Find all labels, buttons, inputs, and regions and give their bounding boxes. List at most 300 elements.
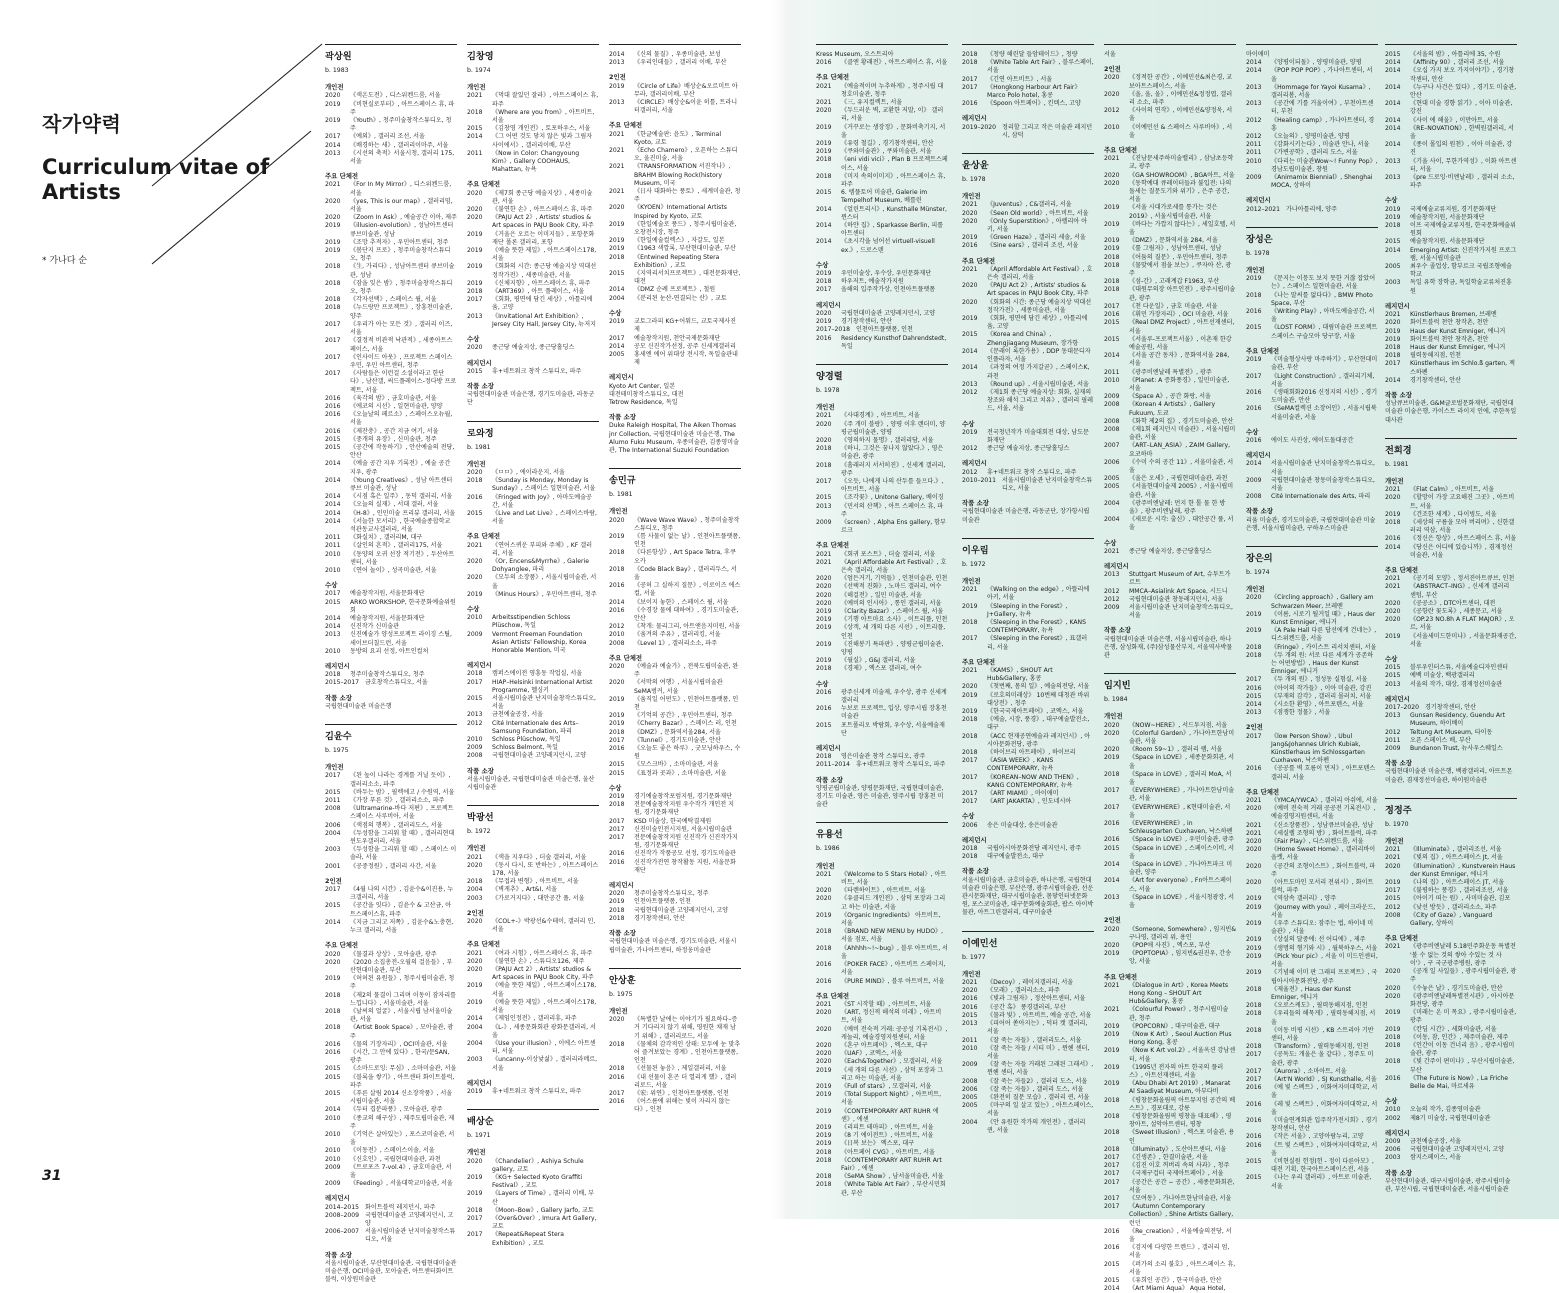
cv-section-title: 작품 소장 xyxy=(325,1250,352,1259)
cv-entry-year: 2014 xyxy=(1246,67,1262,75)
cv-entry-text: 《클엔 황래전》, 아트스페이스 휴, 서울 xyxy=(841,59,948,67)
cv-entry-year: 2004 xyxy=(325,829,341,837)
cv-entry-text: 《세상의 구름을 모아 버리며》, 신한갤러리 역삼, 서울 xyxy=(1410,518,1515,535)
cv-entry-text: 《잠을 잊은 밤》, 청주미술창작스튜디오, 청주 xyxy=(350,279,453,296)
cv-entry-text: 《COL+-》박광선&수테이, 갤러리 인, 서울 xyxy=(492,918,596,934)
cv-section xyxy=(1104,65,1236,140)
cv-entry xyxy=(467,752,599,760)
cv-entry-year: 2021 xyxy=(1385,311,1401,319)
cv-entry-year: 2018 xyxy=(816,928,832,936)
cv-entry-text: 《경제》, 엑스포 갤러리, 여수 xyxy=(841,665,922,673)
cv-entry-year: 2017 xyxy=(609,736,625,744)
cv-entry-text: 《분리된 눈산-연결되는 산》, 교토 xyxy=(634,294,727,302)
cv-entry-text: 《육각의 밤》, 금호미술관, 서울 xyxy=(350,394,437,402)
cv-entry xyxy=(816,895,948,911)
cv-entry-year: 2020 xyxy=(1104,171,1120,179)
cv-entry-year: 2010 xyxy=(609,631,625,639)
artist-name: 장성은 xyxy=(1246,233,1273,245)
cv-section xyxy=(1246,428,1378,445)
cv-entry-year: 2019 xyxy=(962,428,978,436)
cv-entry xyxy=(1246,805,1378,821)
cv-entry-text: 《KYOEN》International Artists Inspired by Kyoto, 교토 xyxy=(634,204,727,220)
cv-entry-text: 《KAMS》, SHOUT Art Hub&Gallery, 홍콩 xyxy=(987,666,1053,683)
cv-entry xyxy=(1104,254,1236,262)
cv-entry-text: 《Zoom In Ask》, 예술공간 이아, 제주 xyxy=(350,214,457,222)
cv-entry-text: 《日사 대화하는 풍토》, 세계미술관, 청주 xyxy=(634,188,741,204)
cv-entry-text: 예술창작지원, 서울문화재단 xyxy=(350,615,425,622)
cv-entry-year: 2017 xyxy=(1104,302,1120,310)
cv-entry-year: 2010 xyxy=(1385,1106,1401,1114)
cv-entry xyxy=(1246,611,1378,627)
cv-entry xyxy=(467,231,599,247)
cv-entry-year: 2020 xyxy=(816,599,832,607)
cv-entry xyxy=(467,695,599,711)
cv-entry-text: 《트 빛 스펙트》, 이화여자미대학교, 서울 xyxy=(1271,1141,1378,1157)
cv-entry-year: 2005 xyxy=(962,1093,978,1101)
cv-entry-year: 2019 xyxy=(1104,950,1120,958)
cv-entry-year: 2020 xyxy=(1385,984,1401,992)
cv-entry-year: 2018 xyxy=(1246,291,1262,299)
cv-entry xyxy=(816,551,948,559)
cv-entry-year: 2016 xyxy=(1104,1227,1120,1235)
cv-entry-year: 2010 xyxy=(325,1114,341,1122)
cv-entry-year: 2018 xyxy=(816,944,832,952)
cv-entry-text: 《Autumn Contemporary Collection》, Shine Artists Gallery, 런던 xyxy=(1129,1203,1234,1227)
cv-entry-year: 2008 xyxy=(325,805,341,813)
cv-entry-text: 경기창작센터, 안산 xyxy=(841,318,892,326)
cv-entry-text: 국립현대미술관 미술은행, 백광갤러리, 아뜨트몬미술관, 겸재정선미술관, 하이원미술관 xyxy=(1385,768,1513,784)
cv-entry xyxy=(325,1164,457,1180)
cv-entry-year: 2021 xyxy=(962,586,978,594)
cv-section xyxy=(609,881,741,923)
cv-section-title: 수상 xyxy=(1246,427,1259,436)
cv-entry xyxy=(1246,1084,1378,1100)
cv-entry xyxy=(962,429,1094,445)
cv-entry-year: 2018 xyxy=(1385,343,1401,351)
cv-entry xyxy=(325,1228,457,1244)
artist-block xyxy=(609,44,741,455)
cv-entry-text: 《울은 오세》, 국립현대미술관, 과천 xyxy=(1129,475,1228,483)
cv-entry-year: 2008 xyxy=(1104,417,1120,425)
cv-entry-year: 2020 xyxy=(816,436,832,444)
cv-entry xyxy=(816,421,948,437)
cv-entry xyxy=(816,189,948,205)
cv-entry-text: 《기념해 이미 판 그래피 프로젝트》, 국립아시아문화전당, 광주 xyxy=(1271,969,1378,985)
cv-entry-text: 《틈 사물이 없는 날》, 인천아트플랫폼, 인천 xyxy=(634,532,741,549)
cv-entry-text: 《NOW~HERE》, 서드투지점, 서울 xyxy=(1129,721,1228,729)
cv-entry-year: 2012 xyxy=(962,468,978,476)
cv-entry-year: 2015–2017 xyxy=(325,679,360,687)
cv-entry xyxy=(1246,356,1378,372)
cv-entry-text: 《서울의 밤》, 아틀리에 35, 수원 xyxy=(1410,51,1501,58)
cv-entry-text: 《生, 가리다》, 성남아트센터 큐브미술관, 성남 xyxy=(350,263,455,279)
cv-entry xyxy=(962,59,1094,75)
cv-entry-text: 《회화의 시간: 종근당 예술지상 역대선정작가전》, 세종미술관, 서울 xyxy=(987,298,1092,314)
cv-entry xyxy=(1385,1075,1517,1091)
cv-section-title: 개인전 xyxy=(467,83,486,92)
cv-entry-text: 《예외》, 갤러리 조선, 서울 xyxy=(350,133,425,141)
cv-entry-text: 《정신은 항상》, 아트스페이스 휴, 서울 xyxy=(1410,535,1517,543)
cv-entry xyxy=(609,1065,741,1073)
cv-entry-year: 2012 xyxy=(1385,728,1401,736)
artist-birth-year: b. 1981 xyxy=(609,491,633,499)
cv-entry-year: 2017 xyxy=(325,320,341,328)
cv-entry xyxy=(1385,672,1517,680)
cv-entry xyxy=(962,877,1094,918)
cv-entry xyxy=(1246,895,1378,903)
cv-entry-text: 《색온도전》, 디스위켄드룸, 서울 xyxy=(350,92,441,100)
cv-entry-text: 《오늘의 실재》, 서대 갤러, 서울 xyxy=(350,501,439,509)
cv-entry-text: 《상객, 세 개의 다른 시선》, 이트리플, 인천 xyxy=(841,624,946,640)
cv-entry-year: 2018 xyxy=(467,108,483,116)
cv-entry xyxy=(325,304,457,320)
cv-entry xyxy=(325,703,457,711)
cv-entry xyxy=(1385,1034,1517,1042)
cv-entry xyxy=(1385,51,1517,59)
cv-entry-text: 《ART, 정신적 해석의 미래》, 아트비트, 서울 xyxy=(841,1009,942,1025)
cv-entry-text: 《우리인데들》, 갤러리 이배, 부산 xyxy=(634,59,727,67)
cv-entry-text: 예술창작지원, 서울문화재단 xyxy=(350,590,425,598)
cv-entry-year: 2019 xyxy=(816,1091,832,1099)
cv-section-title: 주요 단체전 xyxy=(467,940,501,949)
cv-entry-year: 2017 xyxy=(1246,1067,1262,1075)
cv-entry-text: 《예술 뜻한 제일》, 아트스페이스178, 서울 xyxy=(492,998,597,1015)
cv-entry xyxy=(1104,820,1236,836)
cv-entry xyxy=(609,221,741,237)
artist-divider xyxy=(1104,673,1236,674)
artist-name: 양경렬 xyxy=(816,370,843,382)
cv-entry-text: 대전테미창작스튜디오, 대전 xyxy=(609,390,684,398)
cv-section-title: 2인전 xyxy=(1104,916,1121,925)
cv-entry-text: 6. 템플토어 미술관, Galerie im Tempelhof Museum, 베를린 xyxy=(841,189,928,205)
artist-block xyxy=(325,724,457,1284)
cv-entry-text: 《POPTOPIA》, 임지빈&권진우, 간송앙, 서울 xyxy=(1129,950,1232,966)
cv-entry xyxy=(1104,74,1236,90)
page-title-korean: 작가약력 xyxy=(42,112,122,136)
cv-entry-year: 2018 xyxy=(609,801,625,809)
cv-entry xyxy=(1246,676,1378,684)
cv-entry-year: 2017 xyxy=(325,772,341,780)
cv-entry-year: 2021 xyxy=(1246,821,1262,829)
artist-block xyxy=(1104,44,1236,660)
cv-entry-text: 《공허 그 실하지 질문》, 이로이즈 에스컬, 서울 xyxy=(634,582,741,598)
cv-entry xyxy=(1385,912,1517,928)
cv-entry-year: 2017 xyxy=(467,678,483,686)
cv-entry-year: 2008 xyxy=(609,639,625,647)
cv-entry-text: 《아이기 떠는 원》, 사미미술관, 김포 xyxy=(1410,895,1511,903)
cv-entry xyxy=(962,331,1094,347)
cv-entry-text: 국제예술교류지원, 경기문화재단 xyxy=(1410,205,1497,213)
cv-entry-text: 《회화, 평면에 담긴 세상》, 아틀리에움, 고양 xyxy=(492,296,593,312)
cv-entry-text: 예술창작지원, 천안국제문화재단 xyxy=(634,334,721,342)
cv-entry-year: 2016 xyxy=(1104,836,1120,844)
cv-entry-year: 2020 xyxy=(467,189,483,197)
cv-entry xyxy=(1385,141,1517,157)
cv-entry-year: 2011 xyxy=(325,534,341,542)
cv-entry-year: 2018 xyxy=(1246,1010,1262,1018)
cv-entry-year: 2011 xyxy=(1104,368,1120,376)
cv-section-title: 레지던시 xyxy=(1385,694,1410,703)
cv-entry-text: 《우주 스튜디오: 잠주는 법, 하이네 미술관》, 서울 xyxy=(1271,920,1374,936)
cv-entry xyxy=(1246,158,1378,174)
cv-column xyxy=(962,44,1094,1209)
cv-entry-year: 2016 xyxy=(609,582,625,590)
cv-entry-year: 2020 xyxy=(1385,319,1401,327)
cv-entry-text: 《Space in LOVE》, 갤러리 MoA, 서울 xyxy=(1129,770,1232,787)
cv-entry xyxy=(325,902,457,918)
artist-name: 전희경 xyxy=(1385,444,1412,456)
cv-entry xyxy=(1385,263,1517,279)
cv-entry-text: 《미술형상사랑 마주하기》, 부산현대미술관, 부산 xyxy=(1271,356,1378,372)
artist-divider xyxy=(1385,44,1517,45)
cv-entry xyxy=(325,444,457,460)
cv-entry-text: Haus der Kunst Emniger, 에니거 xyxy=(1410,343,1506,351)
cv-entry-text: 《Space in LOVE》, 가나아트파크 미술관, 양주 xyxy=(1129,861,1233,877)
cv-entry-text: 《다리는 미술관Wow~! Funny Pop》, 경남도립미술관, 창원 xyxy=(1271,157,1378,173)
cv-entry-year: 2019 xyxy=(467,998,483,1006)
cv-entry xyxy=(816,140,948,148)
cv-entry-year: 2020 xyxy=(1385,599,1401,607)
cv-entry xyxy=(1385,904,1517,912)
cv-entry-year: 2019 xyxy=(962,691,978,699)
cv-section xyxy=(325,83,457,166)
cv-entry xyxy=(325,789,457,797)
cv-entry-text: 《수미 수의 공간 11》, 서울미술관, 서울 xyxy=(1129,458,1234,474)
cv-entry-text: 《블록을 쌓기》, 아트센터 화이트블럭, 파주 xyxy=(350,1073,455,1089)
cv-entry-year: 2017 xyxy=(1385,360,1401,368)
cv-entry xyxy=(962,1012,1094,1020)
artist-birth-year: b. 1975 xyxy=(325,747,349,755)
cv-entry-year: 2019 xyxy=(1385,213,1401,221)
cv-entry-year: 2014 xyxy=(962,364,978,372)
cv-entry-text: 《평창문화올림픽 아트뮤지엄 공간의 베스트》, 경포대로, 강릉 xyxy=(1129,1096,1236,1112)
cv-entry-text: 신진미술인전시지원, 서울시립미술관 xyxy=(634,825,733,833)
cv-entry-year: 2021 xyxy=(1385,486,1401,494)
cv-entry xyxy=(609,898,741,906)
cv-entry-text: 《미래는 온 미 목요》, 광주시립미술관, 광주 xyxy=(1410,1009,1517,1025)
cv-entry xyxy=(467,679,599,695)
cv-entry xyxy=(609,318,741,334)
cv-entry-year: 2016 xyxy=(1104,1244,1120,1252)
cv-section-title: 주요 단체전 xyxy=(962,657,996,666)
cv-entry-year: 2018 xyxy=(609,1040,625,1048)
cv-entry xyxy=(1104,836,1236,844)
cv-entry-year: 2017 xyxy=(609,817,625,825)
cv-entry-text: 《대원무의장 아트인전》, 광주시립미술관, 광주 xyxy=(1129,286,1236,302)
cv-entry-year: 2015 xyxy=(962,331,978,339)
cv-entry xyxy=(1104,1006,1236,1022)
cv-entry-year: 2021 xyxy=(962,265,978,273)
cv-entry-text: 《1963 색깔록, 부산현대미술관, 부산 xyxy=(634,245,736,253)
cv-entry-year: 2013 xyxy=(609,59,625,67)
cv-entry xyxy=(1385,968,1517,984)
cv-entry-text: 《Colourful Power》, 청주시립미술관, 청주 xyxy=(1129,1006,1229,1022)
sort-order-note: * 가나다 순 xyxy=(42,256,87,266)
cv-section xyxy=(325,662,457,688)
cv-entry xyxy=(609,859,741,875)
cv-entry-text: 《Pick Your pic》, 서울 이 미드인센터, 서울 xyxy=(1271,952,1378,969)
cv-entry-year: 2018 xyxy=(609,1065,625,1073)
cv-section-title: 레지던시 xyxy=(467,1078,492,1087)
cv-entry-text: 《감화시키는다》, 미술관 안나, 서울 xyxy=(1271,141,1370,149)
cv-entry xyxy=(325,460,457,476)
cv-entry xyxy=(1246,1174,1378,1190)
cv-entry-text: 《지금 그리고 저쪽》, 김윤수&노충현, 누크 갤러리, 서울 xyxy=(350,918,454,935)
cv-entry xyxy=(1246,879,1378,895)
cv-entry-text: 《2020 소집총전-오월의 걸음들》, 부산현대미술관, 부산 xyxy=(350,958,453,974)
cv-entry-text: 《나의 집》, 아트스페이스 JT, 서울 xyxy=(1410,879,1505,887)
cv-entry xyxy=(962,1102,1094,1118)
cv-section xyxy=(962,970,1094,1135)
cv-entry-year: 2014 xyxy=(1246,701,1262,708)
cv-entry-year: 2008 xyxy=(1246,493,1262,501)
cv-section-title: 레지던시 xyxy=(1246,196,1271,205)
cv-entry-year: 2018 xyxy=(609,253,625,261)
cv-entry-text: 《TRANSFORMATION 서진작나》, BRAHM Blowing Rock(history Museum, 미국 xyxy=(634,163,731,187)
cv-entry-year: 2018 xyxy=(1385,222,1401,230)
cv-entry-text: 《배경하는 새》, 갤러리이마주, 서울 xyxy=(350,141,449,149)
cv-section-title: 레지던시 xyxy=(609,373,634,382)
cv-entry-text: 오픈 스페이스 배, 부산 xyxy=(1410,736,1471,744)
artist-block xyxy=(467,421,599,793)
cv-entry xyxy=(1246,765,1378,781)
cv-section xyxy=(609,51,741,67)
cv-entry-year: 2014 xyxy=(1385,100,1401,108)
cv-entry xyxy=(609,254,741,270)
cv-entry xyxy=(467,736,599,744)
cv-entry xyxy=(1246,797,1378,805)
cv-entry-year: 2015 xyxy=(816,494,832,502)
cv-entry xyxy=(816,1149,948,1157)
cv-entry-text: 《예술과 예술가》, 전북도립미술관, 완주 xyxy=(634,663,739,679)
artist-name: 김윤수 xyxy=(325,731,352,743)
cv-entry-year: 2019 xyxy=(1104,1022,1120,1030)
cv-entry-year: 2013 xyxy=(1246,100,1262,108)
cv-section xyxy=(1104,539,1236,556)
cv-entry-text: 금천예술공장, 서울 xyxy=(1410,1137,1461,1145)
cv-entry xyxy=(1385,745,1517,753)
cv-entry-text: 《두성함을 그리워 할 때》, 스페이스 이솔라, 서울 xyxy=(350,846,457,862)
cv-entry-year: 2020 xyxy=(1246,838,1262,846)
cv-entry-text: 《Only Superstition》, 아렐리아 아키, 서울 xyxy=(987,217,1088,234)
cv-entry xyxy=(962,757,1094,773)
cv-entry-text: 《Dialogue in Art》, Korea Meets Hong Kong – SHOUT Art Hub&Gallery, 홍콩 xyxy=(1129,981,1229,1006)
cv-entry xyxy=(1104,548,1236,556)
cv-entry-year: 2017 xyxy=(962,635,978,643)
cv-entry-text: 예술창작지원, 서울문화재단 xyxy=(1410,238,1485,246)
cv-entry-text: 종근당 예술지상, 종근당홀딩스 xyxy=(987,445,1070,453)
cv-entry-text: 《흘래러지 서서히진》, 신세계 갤러리, 광주 xyxy=(841,461,946,477)
cv-entry-text: 《Sleeping in the Forest》, 표갤러리, 서울 xyxy=(987,635,1088,651)
cv-entry xyxy=(325,551,457,567)
cv-entry-year: 2019 xyxy=(1385,205,1401,213)
cv-entry-text: 신진작가 신미술관 xyxy=(350,623,400,631)
cv-entry-year: 2018 xyxy=(609,906,625,914)
cv-section-title: 주요 단체전 xyxy=(325,941,359,950)
cv-entry-text: 《Korean 4 Artists》, Gallery Fukuum, 도쿄 xyxy=(1129,401,1216,417)
cv-entry-text: 《서울세미드한미나》, 서울문화재공간, 서울 xyxy=(1410,632,1517,648)
cv-entry-year: 2019 xyxy=(816,1132,832,1140)
cv-entry xyxy=(467,1174,599,1190)
artist-block xyxy=(1104,673,1236,1293)
cv-entry-text: 국립현대미술관 미술은행, 서울시립미술관, 하나은행, 삼성화재, (주)삼성물산부지, 서울역사박물관 xyxy=(1104,635,1233,660)
cv-section xyxy=(1385,566,1517,649)
cv-entry xyxy=(1246,1027,1378,1043)
cv-entry xyxy=(1385,600,1517,608)
cv-entry-text: 서울의 작가, 대상, 겸재정선미술관 xyxy=(1410,680,1503,688)
cv-entry-year: 2014 xyxy=(467,1015,483,1023)
cv-entry xyxy=(325,992,457,1008)
cv-entry-year: 2015 xyxy=(1246,1174,1262,1182)
cv-section xyxy=(816,862,948,986)
cv-entry-year: 2019 xyxy=(1385,335,1401,343)
cv-entry-text: 《색점의 행복》, 갤러리도스, 서울 xyxy=(350,821,443,829)
cv-entry xyxy=(1385,993,1517,1009)
cv-entry xyxy=(325,117,457,133)
cv-entry-year: 2009 xyxy=(1385,1137,1401,1145)
cv-entry xyxy=(816,1157,948,1173)
cv-entry-text: 《Affinity 90》, 갤러리 조선, 서울 xyxy=(1410,59,1505,67)
cv-entry-text: Künstlerhaus Bremen, 브레멘 xyxy=(1410,311,1497,319)
artist-divider xyxy=(816,822,948,823)
cv-entry xyxy=(816,722,948,738)
cv-entry-year: 2018 xyxy=(816,1173,832,1181)
cv-entry-text: 《Art'N World》, SJ Kunsthalle, 서울 xyxy=(1271,1075,1377,1083)
cv-entry-text: 《이동 비평 시선》, KB 스트리아 기반 센터, 서울 xyxy=(1271,1026,1374,1042)
cv-section-title: 주요 단체전 xyxy=(1104,972,1138,981)
cv-entry-text: 《宏: 위연》, 인천아트플랫폼, 인천 xyxy=(634,1089,729,1097)
cv-entry-year: 2019 xyxy=(609,82,625,90)
cv-entry-text: 《낮선 방듯》, 갤러리소소, 파주 xyxy=(1410,903,1497,911)
cv-entry xyxy=(467,1015,599,1023)
cv-entry xyxy=(467,1024,599,1040)
cv-entry-year: 2019 xyxy=(816,1082,832,1090)
cv-entry-year: 2018 xyxy=(1104,1145,1120,1153)
cv-entry xyxy=(325,886,457,902)
cv-entry xyxy=(962,201,1094,209)
cv-entry-year: 2012 xyxy=(609,623,625,631)
cv-entry-text: 《혼구 아트페어》, 엑스포, 대구 xyxy=(841,1041,928,1049)
cv-entry xyxy=(816,665,948,673)
cv-entry-text: 《세 개의 다른 시선》, 삼덕 포장과 그리고 하는 미술관, 서울 xyxy=(841,1066,944,1082)
artist-divider xyxy=(467,44,599,45)
cv-entry-text: 서울시립미술관, 국립현대미술관 미술은행, 울산시립미술관 xyxy=(467,775,595,792)
cv-entry xyxy=(1104,1285,1236,1293)
cv-entry xyxy=(1246,405,1378,421)
cv-entry xyxy=(1104,722,1236,730)
cv-entry xyxy=(467,133,599,149)
cv-section-title: 레지던시 xyxy=(1246,451,1271,460)
cv-entry-year: 2013 xyxy=(816,502,832,510)
cv-entry xyxy=(1104,588,1236,596)
cv-entry xyxy=(1104,894,1236,910)
cv-entry-text: 《1995년 전자의 아트 한국의 플러스》, 아트선재센터, 서울 xyxy=(1129,1063,1224,1079)
cv-entry-year: 2020 xyxy=(1385,616,1401,624)
cv-entry-text: 《사람들은 이런걸 소설이라고 한단다》, 남산갤, 써드플레이스-정다방 프로젝트, 서울 xyxy=(350,370,457,394)
cv-entry-text: 《점쟁한 정물》, 서울 xyxy=(1271,709,1331,717)
cv-entry-year: 2018 xyxy=(962,51,978,58)
cv-entry xyxy=(467,558,599,574)
cv-entry-text: 《제잔충》, 공간 지금 여기, 서울 xyxy=(350,427,439,435)
cv-entry-year: 2015 xyxy=(325,902,341,910)
cv-section xyxy=(1246,51,1378,190)
artist-block xyxy=(962,153,1094,525)
cv-entry-year: 2018 xyxy=(816,1148,832,1156)
cv-entry-text: 《역삼속 갤러리》, 양주 xyxy=(1271,895,1337,903)
cv-entry-year: 2012 xyxy=(1246,133,1262,141)
cv-entry xyxy=(1385,712,1517,728)
artist-block xyxy=(962,44,1094,140)
